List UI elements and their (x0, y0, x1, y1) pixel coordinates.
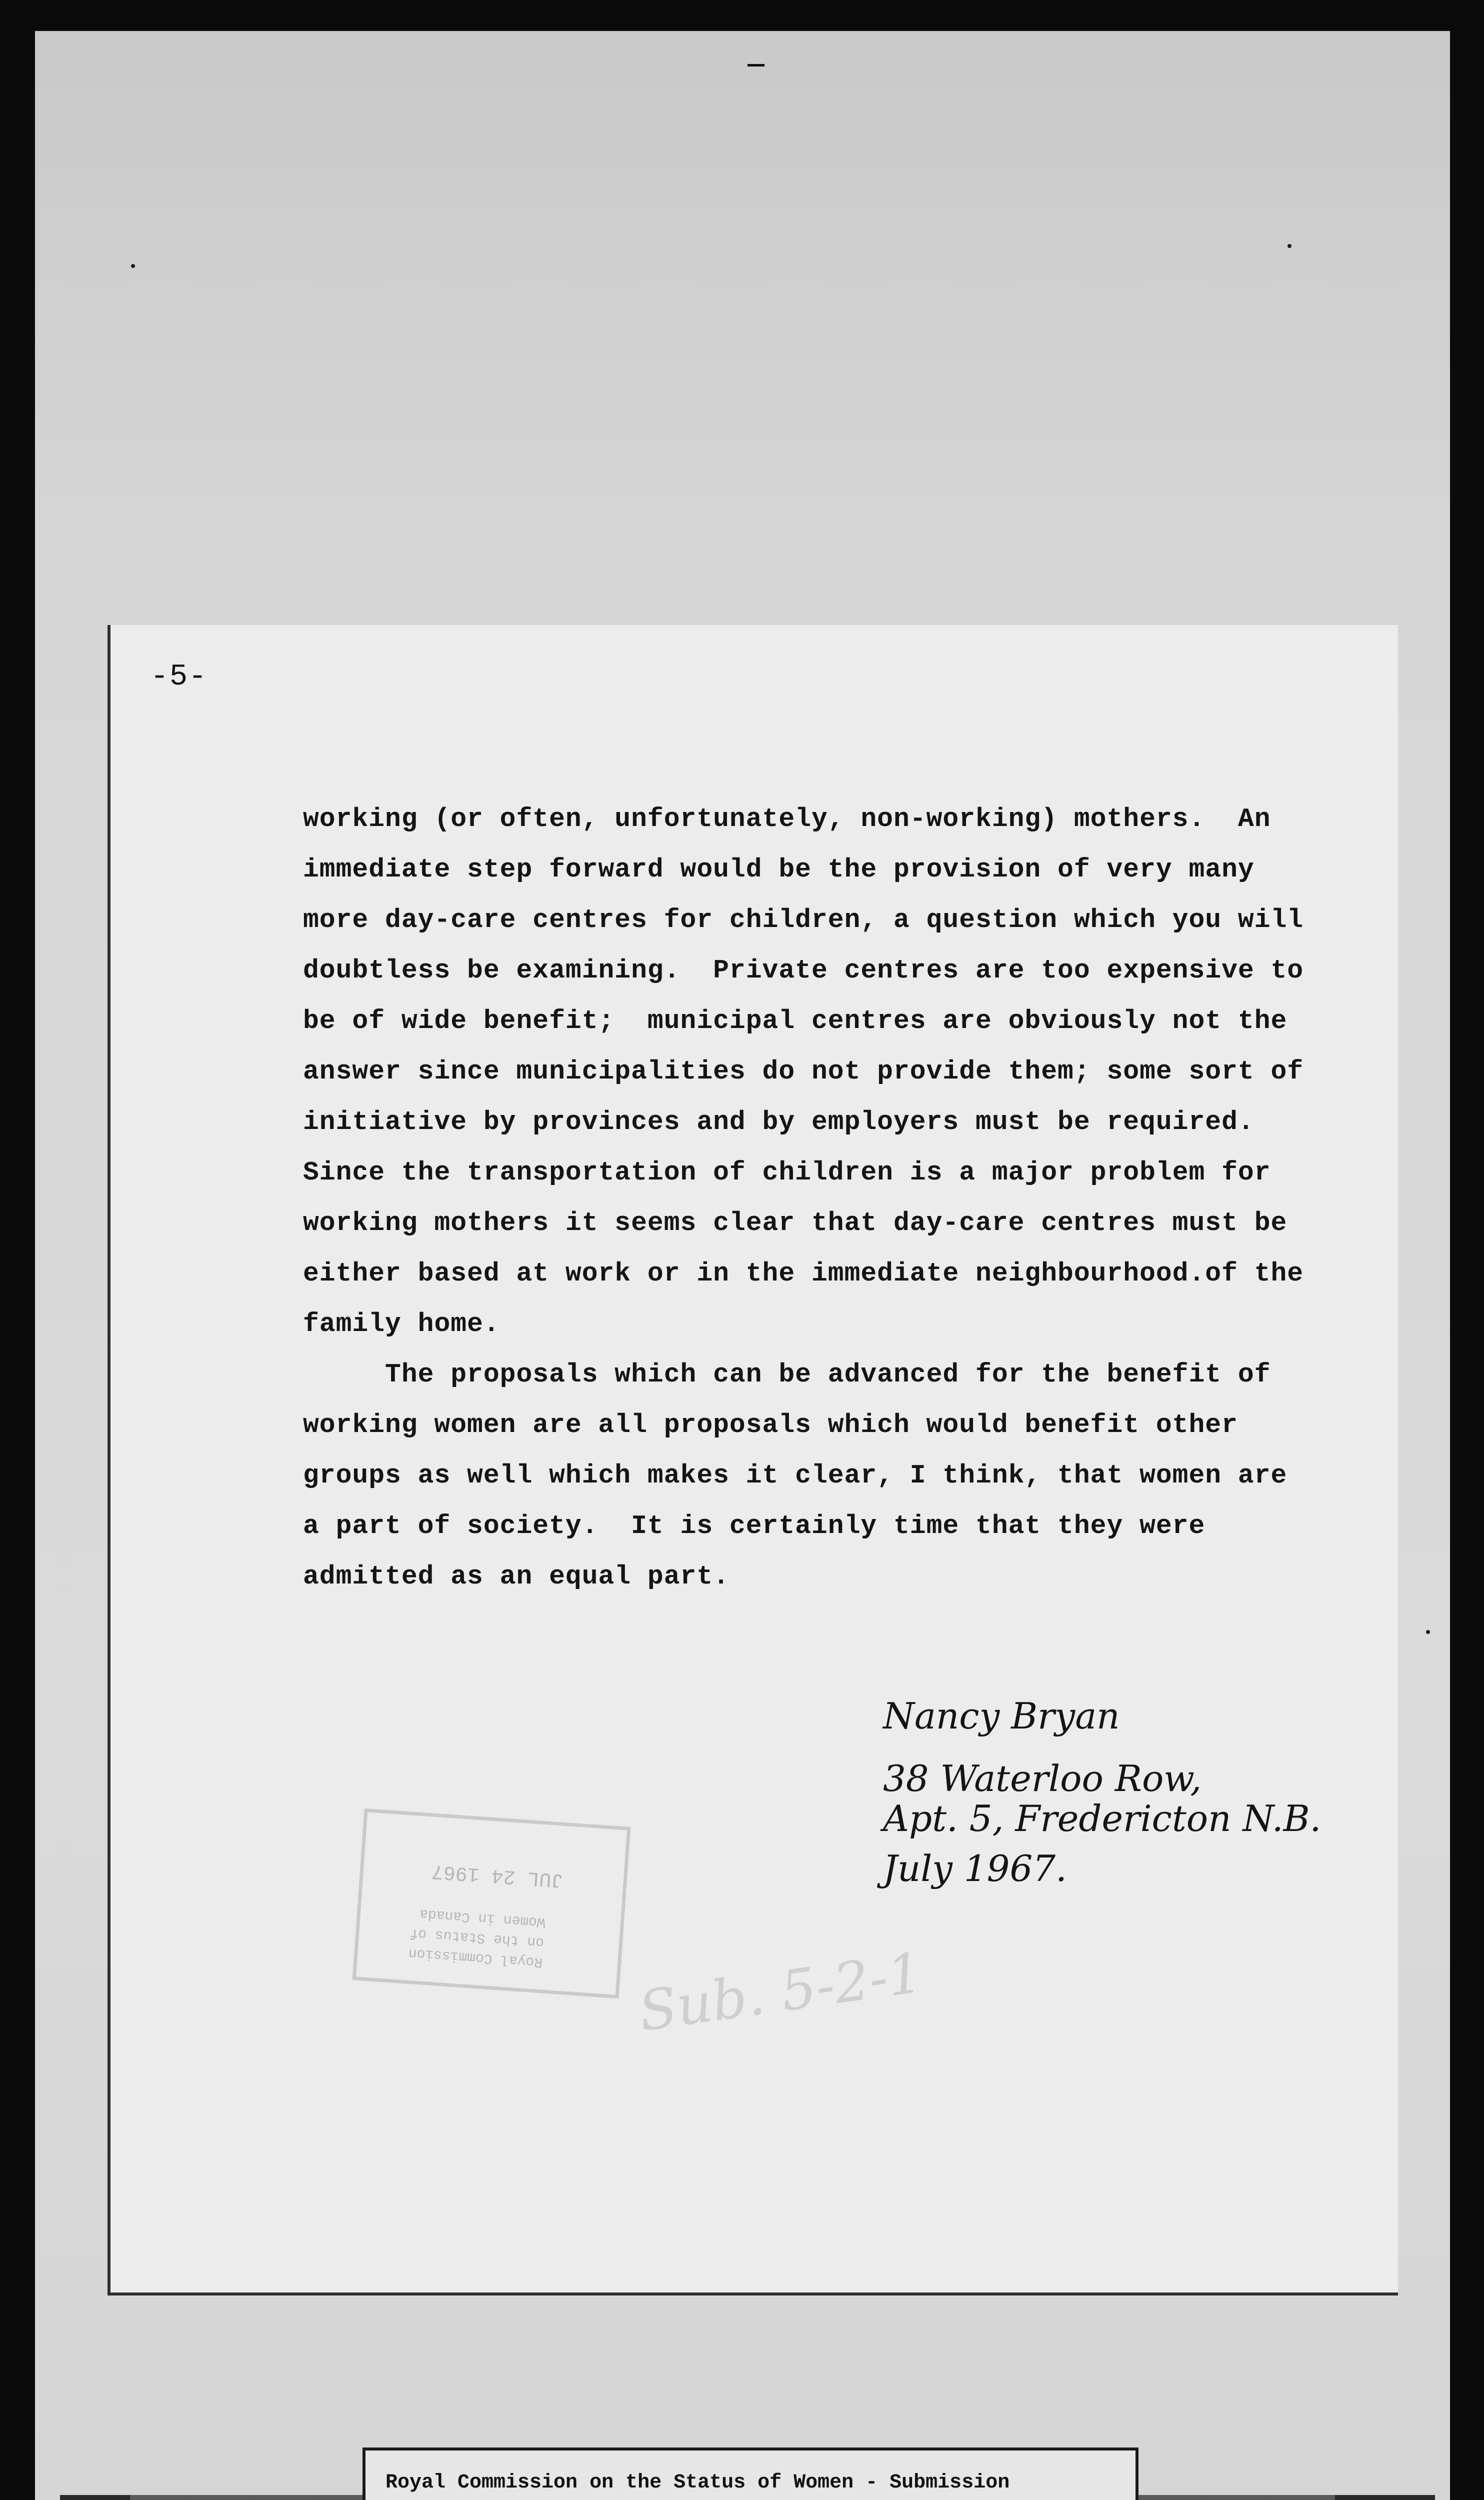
text-line: immediate step forward would be the provision of very many (303, 854, 1254, 884)
signature-date: July 1967. (883, 1848, 1067, 1890)
text-line: working (or often, unfortunately, non-working) mothers. An (303, 804, 1271, 834)
text-line: doubtless be examining. Private centres are too expensive to (303, 956, 1304, 986)
text-line: initiative by provinces and by employers must be required. (303, 1107, 1254, 1137)
pencil-annotation: Sub. 5-2-1 (634, 1940, 926, 2044)
text-line: The proposals which can be advanced for the benefit of (303, 1360, 1271, 1390)
band-edge (60, 2495, 130, 2500)
stamp-date: JUL 24 1967 (430, 1859, 564, 1891)
text-line: Since the transportation of children is a major problem for (303, 1158, 1271, 1188)
stamp-line: on the Status of (409, 1924, 544, 1950)
text-line: groups as well which makes it clear, I think, that women are (303, 1460, 1288, 1490)
signature-address-line-2: Apt. 5, Fredericton N.B. (883, 1798, 1322, 1840)
handwritten-signature (883, 1695, 1322, 1935)
text-line: be of wide benefit; municipal centres are obviously not the (303, 1006, 1288, 1036)
stamp-line: Royal Commission (408, 1944, 544, 1970)
text-line: working mothers it seems clear that day-care centres must be (303, 1208, 1288, 1238)
archive-label-line-1: Royal Commission on the Status of Women - Submission (386, 2472, 1010, 2494)
document-page (108, 625, 1398, 2296)
stamp-line: Women in Canada (419, 1906, 546, 1930)
text-line: admitted as an equal part. (303, 1562, 730, 1592)
text-line: more day-care centres for children, a question which you will (303, 905, 1304, 935)
received-stamp (352, 1808, 631, 1998)
text-line: family home. (303, 1309, 500, 1339)
dust-speck (131, 264, 135, 268)
text-line: answer since municipalities do not provide them; some sort of (303, 1056, 1304, 1086)
archive-reference-label (362, 2448, 1138, 2500)
band-edge (1335, 2495, 1435, 2500)
text-line: a part of society. It is certainly time that they were (303, 1511, 1206, 1541)
text-line: either based at work or in the immediate neighbourhood.of the (303, 1258, 1304, 1288)
signature-address-line-1: 38 Waterloo Row, (883, 1758, 1202, 1800)
page-number: -5- (150, 660, 208, 694)
dust-speck (1426, 1630, 1430, 1634)
signature-name: Nancy Bryan (883, 1695, 1120, 1737)
dust-speck (1288, 244, 1292, 248)
text-line: working women are all proposals which would benefit other (303, 1410, 1238, 1440)
scan-mark (748, 64, 764, 66)
